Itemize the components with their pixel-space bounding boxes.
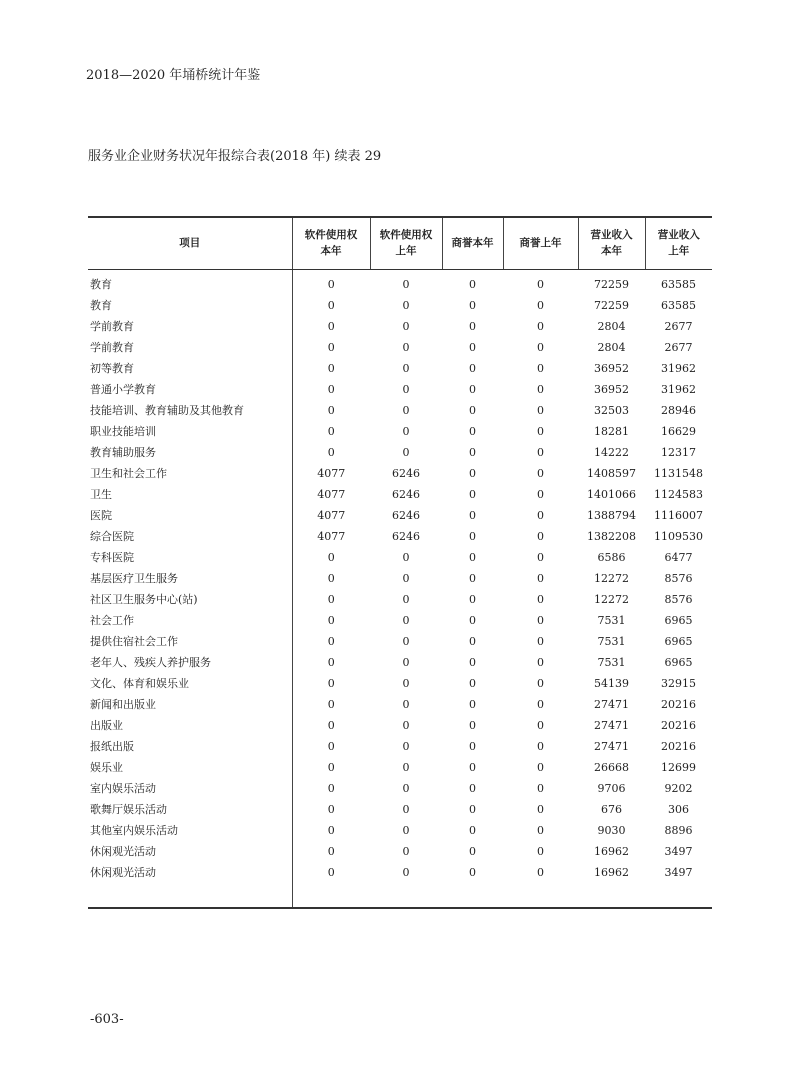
cell-value: 0 [537, 655, 544, 669]
cell-value: 0 [327, 382, 335, 396]
cell-value: 0 [402, 865, 410, 879]
cell-value: 18281 [594, 424, 629, 438]
row-label: 基层医疗卫生服务 [88, 568, 292, 589]
table-row [88, 715, 712, 736]
cell-value: 0 [402, 592, 410, 606]
table-header-row [88, 217, 712, 269]
cell-value: 6965 [664, 655, 693, 669]
cell-value: 0 [402, 802, 410, 816]
row-label: 学前教育 [88, 337, 292, 358]
cell-value: 0 [402, 781, 410, 795]
cell-value: 7531 [597, 634, 626, 648]
empty-cell [292, 883, 370, 908]
cell-value: 0 [469, 592, 476, 606]
row-label: 歌舞厅娱乐活动 [88, 799, 292, 820]
cell-value: 0 [537, 718, 544, 732]
cell-value: 26668 [594, 760, 629, 774]
cell-value: 0 [402, 655, 410, 669]
cell-value: 0 [537, 487, 544, 501]
table-row [88, 736, 712, 757]
cell-value: 6246 [392, 466, 420, 480]
cell-value: 6965 [664, 613, 693, 627]
cell-value: 0 [469, 676, 476, 690]
cell-value: 0 [402, 844, 410, 858]
cell-value: 6246 [392, 529, 420, 543]
table-row [88, 799, 712, 820]
table-row [88, 400, 712, 421]
cell-value: 0 [469, 739, 476, 753]
cell-value: 0 [327, 697, 335, 711]
cell-value: 0 [402, 739, 410, 753]
empty-cell [442, 883, 503, 908]
row-label: 卫生 [88, 484, 292, 505]
cell-value: 0 [327, 298, 335, 312]
cell-value: 0 [469, 718, 476, 732]
table-row [88, 526, 712, 547]
cell-value: 0 [537, 739, 544, 753]
cell-value: 72259 [594, 298, 629, 312]
cell-value: 27471 [594, 697, 629, 711]
table-row [88, 694, 712, 715]
cell-value: 0 [327, 634, 335, 648]
cell-value: 306 [668, 802, 689, 816]
cell-value: 0 [537, 508, 544, 522]
table-row [88, 463, 712, 484]
page-number: -603- [90, 1012, 124, 1027]
cell-value: 0 [402, 760, 410, 774]
cell-value: 8576 [664, 571, 693, 585]
cell-value: 0 [327, 550, 335, 564]
column-header: 营业收入 本年 [578, 217, 645, 269]
cell-value: 0 [402, 445, 410, 459]
table-row [88, 358, 712, 379]
cell-value: 27471 [594, 718, 629, 732]
cell-value: 6477 [664, 550, 693, 564]
cell-value: 0 [469, 802, 476, 816]
cell-value: 0 [537, 760, 544, 774]
cell-value: 4077 [317, 466, 346, 480]
empty-cell [578, 883, 645, 908]
cell-value: 36952 [594, 361, 629, 375]
cell-value: 0 [537, 550, 544, 564]
cell-value: 2804 [597, 319, 626, 333]
cell-value: 31962 [661, 382, 696, 396]
cell-value: 0 [402, 361, 410, 375]
cell-value: 0 [537, 844, 544, 858]
cell-value: 0 [469, 550, 476, 564]
cell-value: 0 [402, 613, 410, 627]
cell-value: 0 [469, 487, 476, 501]
cell-value: 0 [537, 781, 544, 795]
cell-value: 0 [469, 340, 476, 354]
cell-value: 20216 [661, 718, 696, 732]
cell-value: 0 [327, 403, 335, 417]
column-header: 软件使用权 本年 [292, 217, 370, 269]
cell-value: 0 [537, 382, 544, 396]
table-row [88, 337, 712, 358]
cell-value: 1116007 [654, 508, 703, 522]
cell-value: 0 [327, 424, 335, 438]
cell-value: 0 [537, 676, 544, 690]
row-label: 学前教育 [88, 316, 292, 337]
column-header: 项目 [88, 217, 292, 269]
cell-value: 4077 [317, 508, 346, 522]
cell-value: 1401066 [587, 487, 636, 501]
cell-value: 72259 [594, 277, 629, 291]
cell-value: 20216 [661, 739, 696, 753]
cell-value: 9706 [597, 781, 626, 795]
cell-value: 63585 [661, 277, 696, 291]
cell-value: 0 [537, 466, 544, 480]
row-label: 教育 [88, 269, 292, 295]
row-label: 其他室内娱乐活动 [88, 820, 292, 841]
cell-value: 0 [537, 403, 544, 417]
row-label: 文化、体育和娱乐业 [88, 673, 292, 694]
cell-value: 0 [469, 529, 476, 543]
table-row [88, 652, 712, 673]
cell-value: 16629 [661, 424, 696, 438]
row-label: 职业技能培训 [88, 421, 292, 442]
cell-value: 0 [537, 340, 544, 354]
cell-value: 0 [402, 823, 410, 837]
cell-value: 1124583 [654, 487, 703, 501]
cell-value: 1109530 [654, 529, 703, 543]
cell-value: 6586 [597, 550, 626, 564]
cell-value: 0 [402, 571, 410, 585]
cell-value: 36952 [594, 382, 629, 396]
cell-value: 2804 [597, 340, 626, 354]
table-row [88, 547, 712, 568]
row-label: 休闲观光活动 [88, 862, 292, 883]
cell-value: 0 [469, 298, 476, 312]
cell-value: 0 [469, 361, 476, 375]
cell-value: 0 [327, 613, 335, 627]
cell-value: 0 [537, 445, 544, 459]
cell-value: 16962 [594, 844, 629, 858]
table-row [88, 673, 712, 694]
cell-value: 0 [402, 697, 410, 711]
cell-value: 0 [402, 634, 410, 648]
cell-value: 0 [327, 865, 335, 879]
cell-value: 0 [327, 760, 335, 774]
cell-value: 6246 [392, 487, 420, 501]
cell-value: 0 [469, 571, 476, 585]
cell-value: 0 [402, 403, 410, 417]
cell-value: 0 [402, 676, 410, 690]
cell-value: 0 [469, 865, 476, 879]
cell-value: 7531 [597, 613, 626, 627]
cell-value: 0 [537, 634, 544, 648]
row-label: 娱乐业 [88, 757, 292, 778]
row-label: 提供住宿社会工作 [88, 631, 292, 652]
cell-value: 54139 [594, 676, 629, 690]
table-row [88, 589, 712, 610]
cell-value: 6246 [392, 508, 420, 522]
empty-cell [503, 883, 578, 908]
cell-value: 1388794 [587, 508, 636, 522]
table-title: 服务业企业财务状况年报综合表(2018 年) 续表 29 [88, 149, 382, 164]
cell-value: 0 [402, 382, 410, 396]
cell-value: 0 [469, 424, 476, 438]
cell-value: 0 [327, 592, 335, 606]
cell-value: 0 [469, 655, 476, 669]
table-row [88, 379, 712, 400]
cell-value: 0 [469, 760, 476, 774]
table-row [88, 269, 712, 295]
cell-value: 0 [537, 424, 544, 438]
cell-value: 0 [402, 340, 410, 354]
cell-value: 12272 [594, 592, 629, 606]
cell-value: 8576 [664, 592, 693, 606]
cell-value: 0 [402, 550, 410, 564]
cell-value: 0 [327, 361, 335, 375]
row-label: 医院 [88, 505, 292, 526]
table-row [88, 295, 712, 316]
row-label: 老年人、残疾人养护服务 [88, 652, 292, 673]
cell-value: 0 [327, 802, 335, 816]
cell-value: 0 [469, 634, 476, 648]
cell-value: 0 [327, 781, 335, 795]
row-label: 新闻和出版业 [88, 694, 292, 715]
cell-value: 0 [469, 319, 476, 333]
row-label: 专科医院 [88, 547, 292, 568]
cell-value: 0 [469, 613, 476, 627]
row-label: 初等教育 [88, 358, 292, 379]
table-row [88, 631, 712, 652]
row-label: 休闲观光活动 [88, 841, 292, 862]
cell-value: 3497 [664, 865, 693, 879]
table-spacer-row [88, 883, 712, 908]
cell-value: 0 [469, 823, 476, 837]
cell-value: 12272 [594, 571, 629, 585]
cell-value: 12699 [661, 760, 696, 774]
table-row [88, 421, 712, 442]
cell-value: 0 [469, 382, 476, 396]
cell-value: 12317 [661, 445, 696, 459]
cell-value: 0 [537, 298, 544, 312]
table-row [88, 568, 712, 589]
cell-value: 14222 [594, 445, 629, 459]
row-label: 社区卫生服务中心(站) [88, 589, 292, 610]
cell-value: 6965 [664, 634, 693, 648]
cell-value: 32503 [594, 403, 629, 417]
cell-value: 0 [469, 466, 476, 480]
cell-value: 0 [537, 277, 544, 291]
cell-value: 0 [327, 739, 335, 753]
cell-value: 0 [469, 403, 476, 417]
row-label: 室内娱乐活动 [88, 778, 292, 799]
cell-value: 0 [537, 613, 544, 627]
table-row [88, 841, 712, 862]
cell-value: 0 [327, 718, 335, 732]
cell-value: 0 [327, 655, 335, 669]
cell-value: 0 [402, 718, 410, 732]
cell-value: 20216 [661, 697, 696, 711]
cell-value: 0 [327, 340, 335, 354]
empty-cell [645, 883, 712, 908]
cell-value: 9202 [664, 781, 693, 795]
table-row [88, 316, 712, 337]
cell-value: 0 [537, 697, 544, 711]
cell-value: 0 [327, 445, 335, 459]
table-row [88, 484, 712, 505]
cell-value: 2677 [664, 319, 693, 333]
column-header: 软件使用权 上年 [370, 217, 442, 269]
cell-value: 0 [469, 844, 476, 858]
cell-value: 31962 [661, 361, 696, 375]
column-header: 商誉上年 [503, 217, 578, 269]
cell-value: 0 [327, 844, 335, 858]
cell-value: 28946 [661, 403, 696, 417]
cell-value: 32915 [661, 676, 696, 690]
empty-cell [370, 883, 442, 908]
cell-value: 16962 [594, 865, 629, 879]
statistics-table [88, 216, 712, 909]
cell-value: 0 [469, 277, 476, 291]
row-label: 技能培训、教育辅助及其他教育 [88, 400, 292, 421]
cell-value: 1408597 [587, 466, 636, 480]
table-row [88, 778, 712, 799]
cell-value: 0 [402, 277, 410, 291]
cell-value: 0 [469, 445, 476, 459]
cell-value: 0 [327, 571, 335, 585]
cell-value: 0 [537, 592, 544, 606]
column-header: 营业收入 上年 [645, 217, 712, 269]
cell-value: 0 [327, 676, 335, 690]
table-row [88, 442, 712, 463]
cell-value: 4077 [317, 529, 346, 543]
row-label: 报纸出版 [88, 736, 292, 757]
cell-value: 0 [469, 781, 476, 795]
row-label: 教育辅助服务 [88, 442, 292, 463]
cell-value: 0 [402, 424, 410, 438]
cell-value: 0 [537, 529, 544, 543]
cell-value: 0 [327, 277, 335, 291]
cell-value: 1382208 [587, 529, 636, 543]
running-header: 2018—2020 年埇桥统计年鉴 [86, 68, 261, 83]
cell-value: 0 [537, 361, 544, 375]
cell-value: 4077 [317, 487, 346, 501]
cell-value: 0 [402, 298, 410, 312]
table-row [88, 505, 712, 526]
row-label: 教育 [88, 295, 292, 316]
cell-value: 0 [537, 571, 544, 585]
table-row [88, 610, 712, 631]
row-label: 社会工作 [88, 610, 292, 631]
cell-value: 9030 [597, 823, 626, 837]
cell-value: 1131548 [654, 466, 703, 480]
cell-value: 2677 [664, 340, 693, 354]
table-row [88, 862, 712, 883]
cell-value: 0 [327, 319, 335, 333]
cell-value: 0 [537, 823, 544, 837]
table-row [88, 757, 712, 778]
cell-value: 0 [537, 865, 544, 879]
cell-value: 3497 [664, 844, 693, 858]
row-label: 普通小学教育 [88, 379, 292, 400]
row-label: 综合医院 [88, 526, 292, 547]
cell-value: 0 [469, 697, 476, 711]
row-label: 卫生和社会工作 [88, 463, 292, 484]
cell-value: 0 [537, 802, 544, 816]
table-row [88, 820, 712, 841]
cell-value: 63585 [661, 298, 696, 312]
cell-value: 676 [601, 802, 622, 816]
cell-value: 7531 [597, 655, 626, 669]
empty-cell [88, 883, 292, 908]
cell-value: 27471 [594, 739, 629, 753]
cell-value: 0 [537, 319, 544, 333]
row-label: 出版业 [88, 715, 292, 736]
column-header: 商誉本年 [442, 217, 503, 269]
cell-value: 0 [327, 823, 335, 837]
cell-value: 8896 [664, 823, 693, 837]
cell-value: 0 [469, 508, 476, 522]
cell-value: 0 [402, 319, 410, 333]
